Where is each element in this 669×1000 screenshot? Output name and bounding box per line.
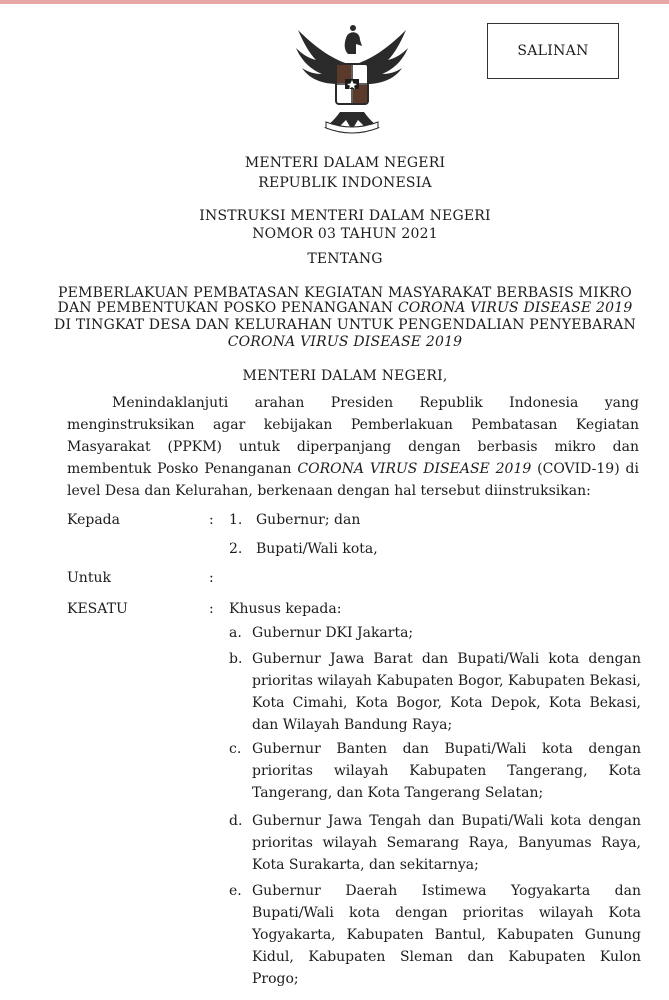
intro-paragraph: [67, 392, 639, 502]
list-item-text: Gubernur Banten dan Bupati/Wali kota dengan prioritas wilayah Kabupaten Tangerang, Kota Tangerang, dan Kota Tangerang Selatan;: [252, 741, 641, 801]
list-marker: a.: [229, 625, 242, 641]
issuer-heading: MENTERI DALAM NEGERI,: [242, 368, 448, 384]
untuk-colon: :: [209, 570, 214, 586]
kesatu-label: KESATU: [67, 601, 128, 617]
list-item-text: Bupati/Wali kota,: [256, 541, 378, 557]
list-item-text: Gubernur Jawa Tengah dan Bupati/Wali kota dengan prioritas wilayah Semarang Raya, Banyumas Raya, Kota Surakarta, dan sekitarnya;: [252, 813, 641, 873]
list-item: [229, 538, 639, 560]
list-marker: b.: [229, 651, 243, 667]
salinan-stamp: SALINAN: [487, 23, 619, 79]
instruction-number: NOMOR 03 TAHUN 2021: [252, 226, 438, 242]
list-item-text: Gubernur; dan: [256, 512, 361, 528]
list-item: [229, 738, 641, 804]
intro-text-1: Menindaklanjuti arahan Presiden Republik Indonesia yang menginstruksikan agar kebijakan Pemberlakuan Pembatasan Kegiatan Masyarakat (PPKM) untuk diperpanjang dengan berbasis mikro dan membentuk Posko Penanganan: [67, 395, 639, 477]
tentang-heading: TENTANG: [307, 251, 383, 267]
garuda-emblem-icon: [290, 24, 414, 136]
untuk-label: Untuk: [67, 570, 111, 586]
list-item: [229, 648, 641, 736]
list-marker: 2.: [229, 541, 243, 557]
kesatu-colon: :: [209, 601, 214, 617]
list-marker: d.: [229, 813, 243, 829]
kesatu-intro-text: Khusus kepada:: [229, 601, 342, 617]
list-item: [229, 622, 641, 644]
kepada-colon: :: [209, 512, 214, 528]
ministry-title: MENTERI DALAM NEGERI: [244, 155, 446, 171]
subject-line-3: DI TINGKAT DESA DAN KELURAHAN UNTUK PENGENDALIAN PENYEBARAN: [54, 317, 636, 333]
intro-text-2: (COVID-19) di level Desa dan Kelurahan, berkenaan dengan hal tersebut diinstruksikan:: [67, 461, 639, 499]
intro-italic: CORONA VIRUS DISEASE 2019: [297, 461, 532, 477]
list-marker: c.: [229, 741, 242, 757]
subject-line-2-italic: CORONA VIRUS DISEASE 2019: [397, 300, 633, 316]
kepada-label: Kepada: [67, 512, 120, 528]
list-marker: e.: [229, 883, 242, 899]
list-item-text: Gubernur Daerah Istimewa Yogyakarta dan Bupati/Wali kota dengan prioritas wilayah Kota Yogyakarta, Kabupaten Bantul, Kabupaten Gunung Kidul, Kabupaten Sleman dan Kabupaten Kulon Progo;: [252, 883, 641, 987]
republic-title: REPUBLIK INDONESIA: [258, 175, 432, 191]
list-item: [229, 810, 641, 876]
list-item: [229, 880, 641, 990]
list-item-text: Gubernur DKI Jakarta;: [252, 625, 414, 641]
page-top-edge: [0, 0, 669, 4]
list-item: [229, 509, 639, 531]
subject-line-4-italic: CORONA VIRUS DISEASE 2019: [227, 334, 463, 350]
subject-line-2-text: DAN PEMBENTUKAN POSKO PENANGANAN: [57, 300, 398, 316]
kesatu-intro: [229, 598, 639, 620]
instruction-title: INSTRUKSI MENTERI DALAM NEGERI: [199, 208, 491, 224]
list-marker: 1.: [229, 512, 243, 528]
subject-line-1: PEMBERLAKUAN PEMBATASAN KEGIATAN MASYARAKAT BERBASIS MIKRO: [58, 285, 632, 301]
list-item-text: Gubernur Jawa Barat dan Bupati/Wali kota dengan prioritas wilayah Kabupaten Bogor, Kabupaten Bekasi, Kota Cimahi, Kota Bogor, Kota Depok, Kota Bekasi, dan Wilayah Bandung Raya;: [252, 651, 641, 733]
subject-line-4: [40, 332, 650, 352]
